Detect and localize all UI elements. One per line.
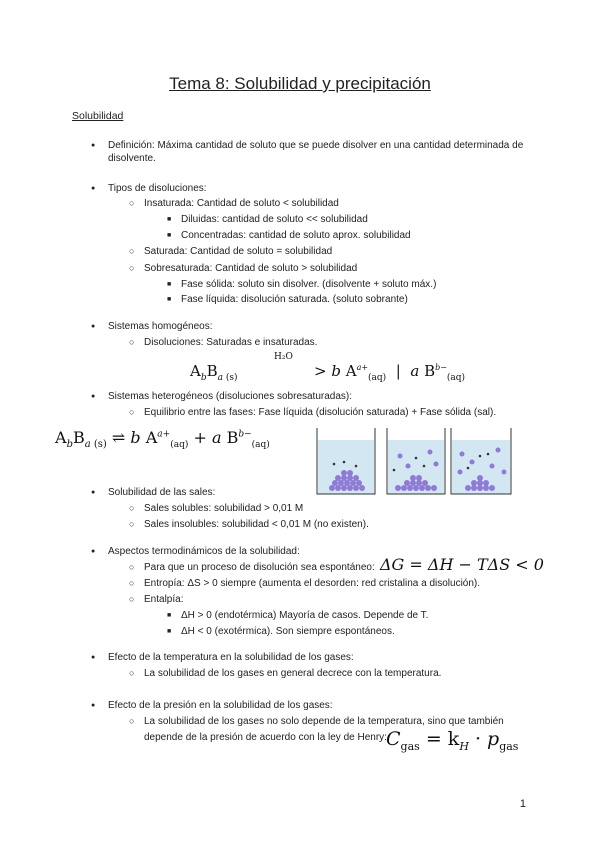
definition-item: ● Definición: Máxima cantidad de soluto que se puede disolver en una cantidad determinada de disolvente.: [108, 139, 528, 165]
diluidas-item: ■ Diluidas: cantidad de soluto << solubilidad: [181, 213, 368, 226]
thermodynamics-item: ● Aspectos termodinámicos de la solubilidad:: [108, 545, 300, 558]
exothermic-item: ■ ΔH < 0 (exotérmica). Son siempre espontáneos.: [181, 625, 395, 638]
page-title: Tema 8: Solubilidad y precipitación: [169, 74, 431, 93]
water-label: H₂O: [274, 352, 293, 362]
temperature-item: ● Efecto de la temperatura en la solubilidad de los gases:: [108, 651, 354, 664]
fase-solida-item: ■ Fase sólida: soluto sin disolver. (disolvente + soluto máx.): [181, 278, 436, 291]
beaker-2: [387, 428, 445, 494]
temperature-detail-item: ○ La solubilidad de los gases en general decrece con la temperatura.: [144, 667, 441, 680]
heterogeneous-equation: $A_bB_{a (s)}$ ⇌ b $A^{a+}_{(aq)} + a$ $B^{b-}_{(aq)}$: [55, 428, 270, 451]
pressure-detail-item: ○ La solubilidad de los gases no solo depende de la temperatura, sino que también: [144, 715, 504, 728]
types-item: ● Tipos de disoluciones:: [108, 182, 207, 195]
dissolution-illustration: [312, 426, 522, 498]
page-number: 1: [519, 798, 526, 810]
pressure-item: ● Efecto de la presión en la solubilidad de los gases:: [108, 699, 333, 712]
section-heading: Solubilidad: [72, 110, 124, 122]
homogeneous-solutions-item: ○ Disoluciones: Saturadas e insaturadas.: [144, 336, 317, 349]
spontaneous-item: ○ Para que un proceso de disolución sea espontáneo:: [144, 561, 375, 574]
equilibrium-item: ○ Equilibrio entre las fases: Fase líquida (disolución saturada) + Fase sólida (sal).: [144, 406, 496, 419]
endothermic-item: ■ ΔH > 0 (endotérmica) Mayoría de casos. Depende de T.: [181, 609, 428, 622]
entropy-item: ○ Entropía: ΔS > 0 siempre (aumenta el desorden: red cristalina a disolución).: [144, 577, 480, 590]
insaturada-item: ○ Insaturada: Cantidad de soluto < solubilidad: [144, 197, 339, 210]
pressure-detail-continued: depende de la presión de acuerdo con la ley de Henry:: [144, 732, 387, 743]
salt-solubility-item: ● Solubilidad de las sales:: [108, 486, 215, 499]
gibbs-equation: ΔG = ΔH − TΔS < 0: [380, 555, 544, 574]
fase-liquida-item: ■ Fase líquida: disolución saturada. (soluto sobrante): [181, 293, 408, 306]
henry-law-equation: $C_{gas} = k_H \cdot p_{gas}$: [386, 728, 519, 753]
saturada-item: ○ Saturada: Cantidad de soluto = solubilidad: [144, 245, 332, 258]
homogeneous-item: ● Sistemas homogéneos:: [108, 320, 213, 333]
concentradas-item: ■ Concentradas: cantidad de soluto aprox. solubilidad: [181, 229, 411, 242]
beaker-3: [451, 428, 511, 494]
enthalpy-item: ○ Entalpía:: [144, 593, 183, 606]
insoluble-salts-item: ○ Sales insolubles: solubilidad < 0,01 M (no existen).: [144, 518, 369, 531]
soluble-salts-item: ○ Sales solubles: solubilidad > 0,01 M: [144, 502, 303, 515]
beaker-1: [317, 428, 375, 494]
heterogeneous-item: ● Sistemas heterogéneos (disoluciones sobresaturadas):: [108, 390, 352, 403]
sobresaturada-item: ○ Sobresaturada: Cantidad de soluto > solubilidad: [144, 262, 357, 275]
homogeneous-equation: $A_bB_{a (s)}$ H₂O > b $A^{a+}_{(aq)}$ | a $B^{b-}_{(aq)}$: [190, 352, 466, 383]
